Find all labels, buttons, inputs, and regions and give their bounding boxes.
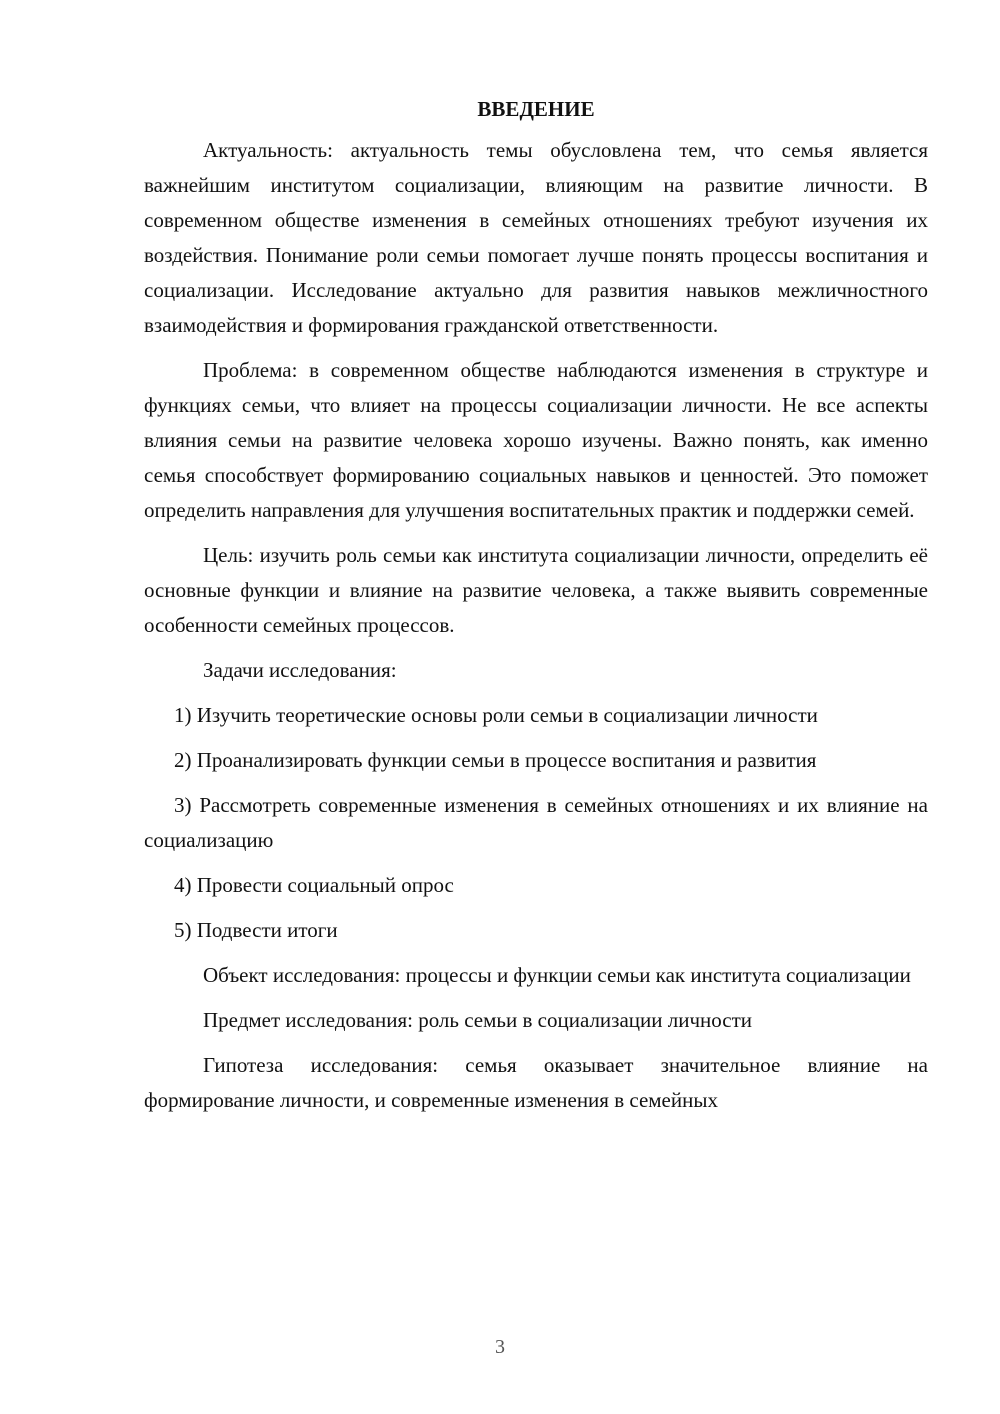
relevance-paragraph: Актуальность: актуальность темы обусловлена тем, что семья является важнейшим институтом социализации, влияющим на развитие личности. В современном обществе изменения в семейных отношениях требуют изучения их воздействия. Понимание роли семьи помогает лучше понять процессы воспитания и социализации. Исследование актуально для развития навыков межличностного взаимодействия и формирования гражданской ответственности. [144, 138, 928, 337]
goal-paragraph: Цель: изучить роль семьи как института социализации личности, определить её основные функции и влияние на развитие человека, а также выявить современные особенности семейных процессов. [144, 543, 928, 637]
section-title: ВВЕДЕНИЕ [477, 97, 595, 121]
subject-paragraph: Предмет исследования: роль семьи в социализации личности [203, 1008, 753, 1032]
tasks-list [144, 698, 928, 948]
tasks-heading: Задачи исследования: [203, 658, 397, 682]
task-item: 4) Провести социальный опрос [174, 873, 454, 897]
problem-paragraph: Проблема: в современном обществе наблюдаются изменения в структуре и функциях семьи, что влияет на процессы социализации личности. Не все аспекты влияния семьи на развитие человека хорошо изучены. Важно понять, как именно семья способствует формированию социальных навыков и ценностей. Это поможет определить направления для улучшения воспитательных практик и поддержки семей. [144, 358, 928, 522]
hypothesis-paragraph: Гипотеза исследования: семья оказывает значительное влияние на формирование личности, и современные изменения в семейных [144, 1053, 928, 1112]
page-number: 3 [495, 1336, 505, 1358]
task-item: 5) Подвести итоги [174, 918, 338, 942]
task-item: 2) Проанализировать функции семьи в процессе воспитания и развития [174, 748, 817, 772]
task-item: 3) Рассмотреть современные изменения в семейных отношениях и их влияние на социализацию [144, 793, 928, 852]
object-paragraph: Объект исследования: процессы и функции семьи как института социализации [203, 963, 911, 987]
document-body [144, 92, 928, 1128]
task-item: 1) Изучить теоретические основы роли семьи в социализации личности [174, 703, 818, 727]
